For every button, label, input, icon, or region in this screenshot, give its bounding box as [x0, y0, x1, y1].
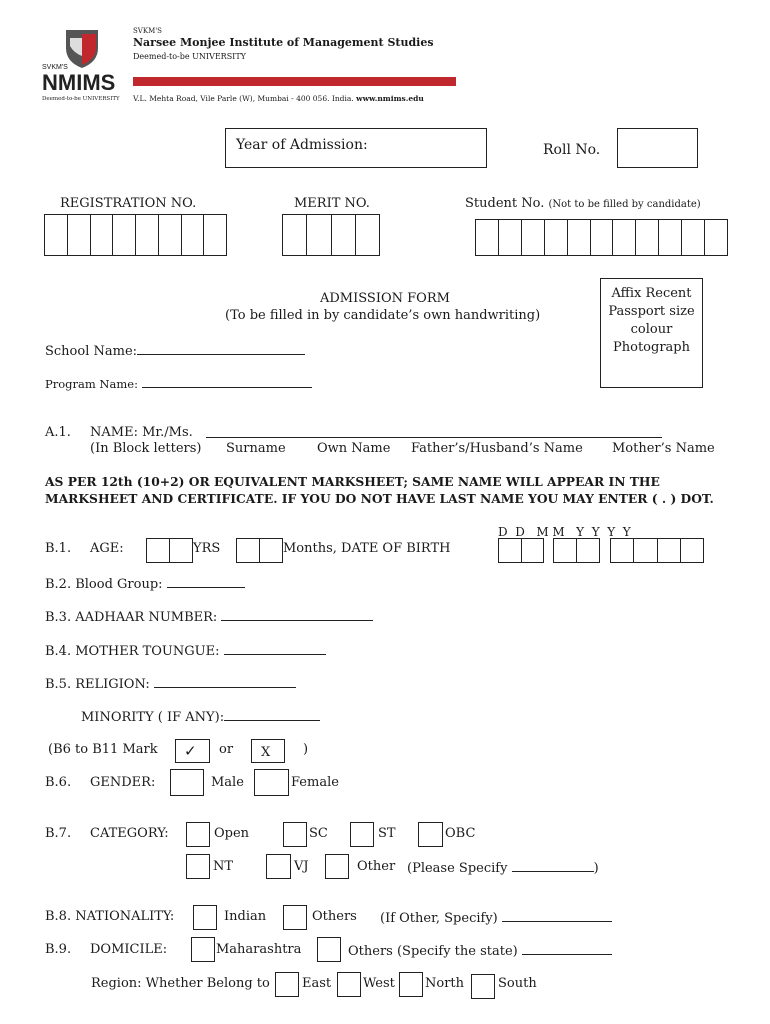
tick-mark-icon: ✓: [184, 742, 197, 760]
form-subtitle: (To be filled in by candidate’s own handwriting): [225, 308, 541, 323]
mark-close: ): [303, 742, 309, 757]
nationality-specify-text: (If Other, Specify): [380, 911, 498, 926]
logo-svkm: SVKM'S: [42, 64, 68, 71]
b7-label: CATEGORY:: [90, 826, 169, 841]
category-nt-label: NT: [213, 859, 234, 874]
logo-sub: Deemed-to-be UNIVERSITY: [42, 96, 120, 102]
region-west-checkbox[interactable]: [337, 972, 361, 997]
a1-name-label: NAME: Mr./Ms.: [90, 425, 193, 440]
region-east-label: East: [302, 976, 332, 991]
domicile-maharashtra-checkbox[interactable]: [191, 937, 215, 962]
b6-num: B.6.: [45, 775, 72, 790]
gender-male-label: Male: [211, 775, 244, 790]
a1-father-name: Father’s/Husband’s Name: [411, 441, 583, 456]
dob-year-cells[interactable]: [610, 538, 704, 563]
category-specify-text: (Please Specify: [407, 861, 508, 876]
merit-no-label: MERIT NO.: [294, 196, 370, 211]
domicile-others-text: Others (Specify the state): [348, 944, 518, 959]
org-status: Deemed-to-be UNIVERSITY: [133, 52, 246, 61]
gender-female-checkbox[interactable]: [254, 769, 289, 796]
nationality-indian-label: Indian: [224, 909, 267, 924]
student-no-note: (Not to be filled by candidate): [548, 199, 701, 210]
b6-label: GENDER:: [90, 775, 156, 790]
b5-label: B.5. RELIGION:: [45, 677, 150, 692]
domicile-others-line[interactable]: [522, 942, 612, 955]
b1-age-label: AGE:: [90, 541, 124, 556]
b1-yrs: YRS: [193, 541, 221, 556]
a1-name-line[interactable]: [206, 437, 662, 438]
category-open-label: Open: [214, 826, 250, 841]
category-other-checkbox[interactable]: [325, 854, 349, 879]
school-name-line[interactable]: [137, 342, 305, 355]
religion-line[interactable]: [154, 675, 296, 688]
nationality-specify: [380, 909, 612, 927]
cross-mark-icon: X: [261, 745, 271, 760]
org-website: www.nmims.edu: [356, 94, 424, 103]
domicile-others: [348, 942, 612, 960]
b8-label: B.8. NATIONALITY:: [45, 909, 175, 924]
category-nt-checkbox[interactable]: [186, 854, 210, 879]
b9-num: B.9.: [45, 942, 72, 957]
school-name-text: School Name:: [45, 344, 138, 359]
org-name: Narsee Monjee Institute of Management Studies: [133, 36, 434, 49]
registration-no-cells[interactable]: [44, 214, 227, 256]
minority-label: MINORITY ( IF ANY):: [81, 710, 225, 725]
category-other-label: Other: [357, 859, 396, 874]
category-specify: [407, 859, 599, 877]
mark-or: or: [219, 742, 234, 757]
minority-line[interactable]: [224, 708, 320, 721]
b4-mother-tongue: [45, 642, 326, 660]
blood-group-line[interactable]: [167, 575, 245, 588]
a1-block-letters: (In Block letters): [90, 441, 202, 456]
nationality-indian-checkbox[interactable]: [193, 905, 217, 930]
b9-label: DOMICILE:: [90, 942, 168, 957]
b3-aadhaar: [45, 608, 373, 626]
region-east-checkbox[interactable]: [275, 972, 299, 997]
region-north-checkbox[interactable]: [399, 972, 423, 997]
region-south-checkbox[interactable]: [471, 974, 495, 999]
category-obc-checkbox[interactable]: [418, 822, 443, 847]
roll-no-box[interactable]: [617, 128, 698, 168]
b1-months: Months, DATE OF BIRTH: [283, 541, 451, 556]
name-notice: AS PER 12th (10+2) OR EQUIVALENT MARKSHEET; SAME NAME WILL APPEAR IN THE MARKSHEET AND CERTIFICATE. IF YOU DO NOT HAVE LAST NAME YOU MAY ENTER ( . ) DOT.: [45, 474, 714, 506]
region-south-label: South: [498, 976, 537, 991]
b5-religion: [45, 675, 296, 693]
category-st-checkbox[interactable]: [350, 822, 374, 847]
nmims-logo: [42, 26, 122, 104]
roll-no-label: Roll No.: [543, 142, 601, 158]
year-of-admission-label: Year of Admission:: [236, 137, 368, 153]
domicile-maharashtra-label: Maharashtra: [216, 942, 302, 957]
region-west-label: West: [363, 976, 395, 991]
b7-num: B.7.: [45, 826, 72, 841]
program-name-label: [45, 375, 312, 392]
category-vj-label: VJ: [294, 859, 309, 874]
org-address-text: V.L. Mehta Road, Vile Parle (W), Mumbai - 400 056. India.: [133, 94, 354, 103]
a1-surname: Surname: [226, 441, 286, 456]
logo-name: NMIMS: [42, 70, 116, 95]
b2-label: B.2. Blood Group:: [45, 577, 163, 592]
a1-own-name: Own Name: [317, 441, 391, 456]
category-obc-label: OBC: [445, 826, 476, 841]
dob-hint: D D M M Y Y Y Y: [498, 525, 631, 539]
registration-no-label: REGISTRATION NO.: [60, 196, 197, 211]
category-sc-label: SC: [309, 826, 328, 841]
photograph-text: Affix Recent Passport size colour Photograph: [608, 286, 695, 355]
school-name-label: [45, 342, 305, 360]
student-no-text: Student No.: [465, 196, 545, 211]
category-vj-checkbox[interactable]: [266, 854, 291, 879]
a1-mother-name: Mother’s Name: [612, 441, 715, 456]
student-no-label: [465, 196, 701, 213]
region-label: Region: Whether Belong to: [91, 976, 270, 991]
student-no-cells[interactable]: [475, 219, 728, 256]
b4-label: B.4. MOTHER TOUNGUE:: [45, 644, 220, 659]
form-title: ADMISSION FORM: [320, 291, 450, 306]
age-months-cells[interactable]: [236, 538, 283, 563]
gender-female-label: Female: [291, 775, 339, 790]
mother-tongue-line[interactable]: [224, 642, 326, 655]
nationality-others-checkbox[interactable]: [283, 905, 307, 930]
nationality-others-label: Others: [312, 909, 357, 924]
category-sc-checkbox[interactable]: [283, 822, 307, 847]
b3-label: B.3. AADHAAR NUMBER:: [45, 610, 218, 625]
b2-blood-group: [45, 575, 245, 593]
category-specify-line[interactable]: [512, 859, 594, 872]
gender-male-checkbox[interactable]: [170, 769, 204, 796]
merit-no-cells[interactable]: [282, 214, 380, 256]
org-address: [133, 94, 424, 104]
dob-month-cells[interactable]: [553, 538, 600, 563]
domicile-others-checkbox[interactable]: [317, 937, 341, 962]
program-name-line[interactable]: [142, 375, 312, 388]
minority: [81, 708, 320, 726]
header-accent-bar: [133, 77, 456, 86]
nationality-specify-line[interactable]: [502, 909, 612, 922]
category-open-checkbox[interactable]: [186, 822, 210, 847]
org-prefix: SVKM'S: [133, 27, 162, 35]
category-st-label: ST: [378, 826, 396, 841]
age-years-cells[interactable]: [146, 538, 193, 563]
category-specify-close: ): [593, 861, 599, 876]
program-name-text: Program Name:: [45, 377, 138, 391]
aadhaar-line[interactable]: [221, 608, 373, 621]
dob-day-cells[interactable]: [498, 538, 544, 563]
region-north-label: North: [425, 976, 465, 991]
a1-num: A.1.: [45, 425, 71, 440]
b1-num: B.1.: [45, 541, 72, 556]
mark-instruction: (B6 to B11 Mark: [48, 742, 158, 757]
